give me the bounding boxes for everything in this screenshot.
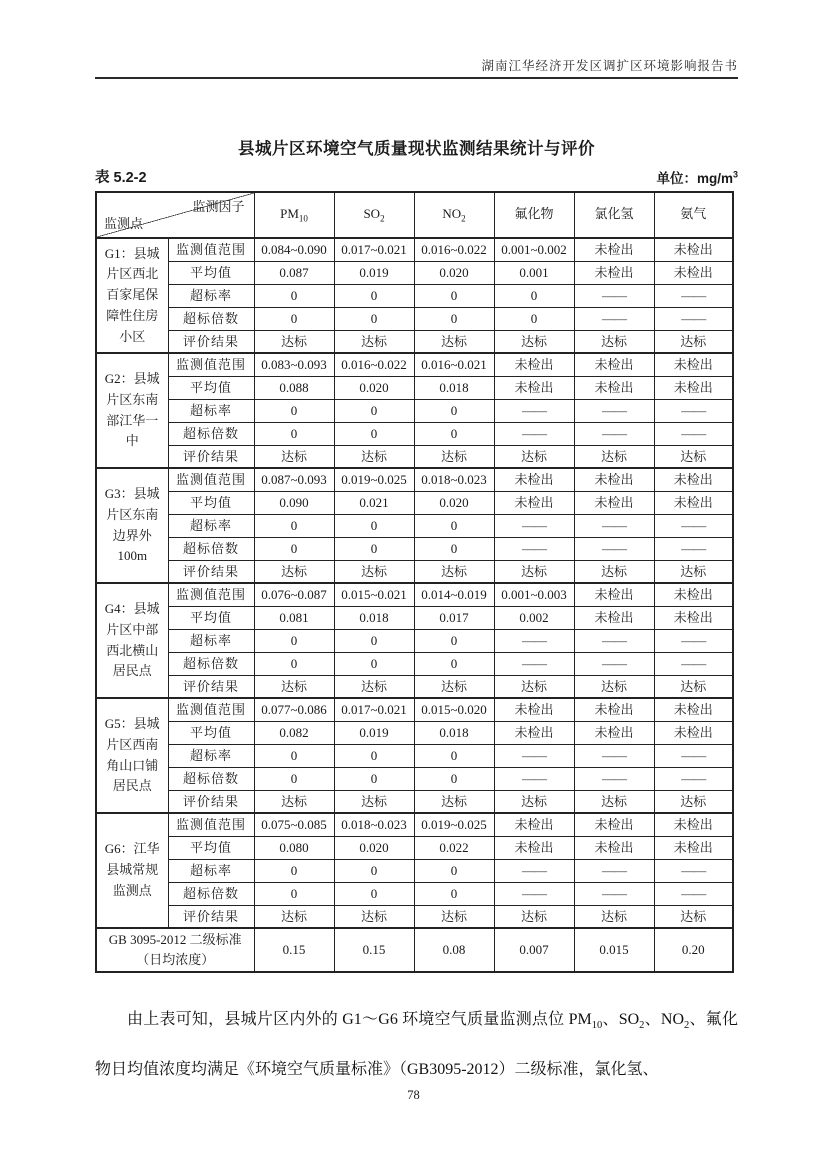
value-cell: 0 [254, 307, 334, 330]
corner-point-label: 监测点 [104, 215, 144, 231]
value-cell: 0 [494, 307, 574, 330]
value-cell: 达标 [654, 445, 733, 468]
value-cell: 0 [334, 744, 414, 767]
value-cell: 0 [334, 399, 414, 422]
table-row [96, 790, 733, 813]
value-cell: 0 [414, 882, 494, 905]
factor-base: PM [280, 205, 299, 221]
value-cell: 0 [254, 422, 334, 445]
standard-row [96, 928, 733, 972]
value-cell: —— [494, 399, 574, 422]
body-paragraph [95, 995, 738, 1094]
table-row [96, 445, 733, 468]
value-cell: 0.018~0.023 [334, 813, 414, 836]
value-cell: 达标 [254, 330, 334, 353]
value-cell: 达标 [494, 560, 574, 583]
table-row [96, 537, 733, 560]
paragraph-text: 、SO [602, 1011, 640, 1029]
value-cell: 0 [414, 307, 494, 330]
unit-label [656, 167, 738, 187]
table-number: 表 5.2-2 [95, 170, 147, 186]
value-cell: 未检出 [494, 376, 574, 399]
value-cell: 达标 [334, 445, 414, 468]
value-cell: —— [574, 744, 654, 767]
row-label-cell: 监测值范围 [168, 353, 254, 376]
value-cell: 0.019~0.025 [414, 813, 494, 836]
factor-sub: 2 [461, 213, 466, 224]
value-cell: 未检出 [574, 698, 654, 721]
value-cell: —— [494, 514, 574, 537]
factor-base: NO [442, 205, 462, 221]
table-row [96, 399, 733, 422]
table-row [96, 284, 733, 307]
value-cell: 未检出 [654, 238, 733, 261]
value-cell: 达标 [494, 675, 574, 698]
table-row [96, 813, 733, 836]
value-cell: 0 [334, 537, 414, 560]
value-cell: 达标 [574, 445, 654, 468]
value-cell: —— [574, 422, 654, 445]
value-cell: 未检出 [574, 261, 654, 284]
table-row [96, 261, 733, 284]
value-cell: 0.019~0.025 [334, 468, 414, 491]
value-cell: 0 [414, 859, 494, 882]
value-cell: 0 [414, 537, 494, 560]
value-cell: 0.016~0.021 [414, 353, 494, 376]
value-cell: —— [654, 307, 733, 330]
value-cell: 0.022 [414, 836, 494, 859]
value-cell: 达标 [574, 330, 654, 353]
value-cell: —— [654, 859, 733, 882]
factor-sub: 2 [380, 213, 385, 224]
row-label-cell: 评价结果 [168, 560, 254, 583]
value-cell: 达标 [334, 330, 414, 353]
document-header-text: 湖南江华经济开发区调扩区环境影响报告书 [481, 59, 738, 73]
value-cell: 0 [254, 514, 334, 537]
table-row [96, 767, 733, 790]
page-content [95, 0, 738, 1094]
value-cell: 达标 [654, 675, 733, 698]
value-cell: 0.082 [254, 721, 334, 744]
row-label-cell: 评价结果 [168, 905, 254, 928]
table-row [96, 629, 733, 652]
row-label-cell: 超标率 [168, 399, 254, 422]
value-cell: 0 [334, 629, 414, 652]
row-label-cell: 超标率 [168, 284, 254, 307]
table-row [96, 675, 733, 698]
value-cell: 0.020 [414, 261, 494, 284]
value-cell: 达标 [654, 560, 733, 583]
table-row [96, 859, 733, 882]
row-label-cell: 超标率 [168, 514, 254, 537]
value-cell: —— [494, 744, 574, 767]
value-cell: 0.084~0.090 [254, 238, 334, 261]
value-cell: 0.080 [254, 836, 334, 859]
value-cell: 0.018~0.023 [414, 468, 494, 491]
value-cell: —— [494, 859, 574, 882]
value-cell: —— [654, 629, 733, 652]
value-cell: 未检出 [654, 836, 733, 859]
value-cell: 0 [254, 744, 334, 767]
value-cell: 达标 [334, 790, 414, 813]
row-label-cell: 监测值范围 [168, 468, 254, 491]
paragraph-text: 、氟化物日均值浓度均满足《环境空气质量标准》（GB3095-2012）二级标准，氯化氢、 [95, 1011, 738, 1078]
value-cell: 达标 [334, 905, 414, 928]
value-cell: —— [574, 652, 654, 675]
value-cell: —— [654, 399, 733, 422]
table-row [96, 583, 733, 606]
corner-cell [96, 192, 254, 238]
value-cell: 未检出 [654, 353, 733, 376]
factor-base: SO [363, 205, 381, 221]
value-cell: 未检出 [654, 468, 733, 491]
value-cell: 0 [494, 284, 574, 307]
paragraph-subscript: 10 [591, 1020, 603, 1032]
standard-value-cell: 0.007 [494, 928, 574, 972]
standard-value-cell: 0.015 [574, 928, 654, 972]
value-cell: 0 [334, 767, 414, 790]
value-cell: 0 [414, 767, 494, 790]
monitoring-point-cell: G1：县城片区西北百家尾保障性住房小区 [96, 238, 168, 353]
value-cell: —— [574, 284, 654, 307]
monitoring-point-cell: G4：县城片区中部西北横山居民点 [96, 583, 168, 698]
value-cell: 0.001 [494, 261, 574, 284]
value-cell: —— [494, 882, 574, 905]
value-cell: 0 [414, 514, 494, 537]
value-cell: 0 [414, 652, 494, 675]
monitoring-point-cell: G6：江华县城常规监测点 [96, 813, 168, 928]
value-cell: —— [574, 307, 654, 330]
value-cell: 0.077~0.086 [254, 698, 334, 721]
value-cell: 0.016~0.022 [334, 353, 414, 376]
table-row [96, 468, 733, 491]
value-cell: 0.090 [254, 491, 334, 514]
value-cell: 达标 [254, 790, 334, 813]
value-cell: —— [574, 767, 654, 790]
value-cell: 未检出 [654, 721, 733, 744]
table-row [96, 744, 733, 767]
value-cell: 0.018 [414, 721, 494, 744]
value-cell: 达标 [574, 905, 654, 928]
value-cell: 达标 [414, 790, 494, 813]
value-cell: —— [654, 284, 733, 307]
row-label-cell: 超标倍数 [168, 767, 254, 790]
value-cell: 未检出 [574, 353, 654, 376]
header-rule [95, 77, 738, 79]
row-label-cell: 监测值范围 [168, 698, 254, 721]
column-header-fluoride [494, 192, 574, 238]
value-cell: 0 [334, 284, 414, 307]
value-cell: —— [654, 882, 733, 905]
value-cell: 达标 [254, 445, 334, 468]
table-meta-row [95, 166, 738, 187]
value-cell: 未检出 [574, 491, 654, 514]
table-row [96, 560, 733, 583]
standard-value-cell: 0.20 [654, 928, 733, 972]
standard-value-cell: 0.08 [414, 928, 494, 972]
value-cell: 0.015~0.020 [414, 698, 494, 721]
value-cell: 达标 [414, 445, 494, 468]
value-cell: 0 [254, 399, 334, 422]
value-cell: 0.020 [334, 836, 414, 859]
page-number: 78 [407, 1088, 420, 1102]
value-cell: 0.021 [334, 491, 414, 514]
row-label-cell: 平均值 [168, 721, 254, 744]
standard-value-cell: 0.15 [334, 928, 414, 972]
row-label-cell: 超标倍数 [168, 537, 254, 560]
table-row [96, 353, 733, 376]
value-cell: 未检出 [654, 261, 733, 284]
value-cell: —— [494, 422, 574, 445]
value-cell: 0.015~0.021 [334, 583, 414, 606]
value-cell: 未检出 [494, 721, 574, 744]
table-row [96, 307, 733, 330]
value-cell: 未检出 [574, 238, 654, 261]
value-cell: 0 [334, 422, 414, 445]
standard-label-line: （日均浓度） [136, 952, 215, 968]
row-label-cell: 超标倍数 [168, 652, 254, 675]
value-cell: —— [494, 629, 574, 652]
factor-base: 氯化氢 [594, 205, 634, 221]
value-cell: 0 [334, 859, 414, 882]
monitoring-point-cell: G5：县城片区西南角山口铺居民点 [96, 698, 168, 813]
table-row [96, 238, 733, 261]
table-row [96, 882, 733, 905]
value-cell: 0.020 [334, 376, 414, 399]
factor-base: 氟化物 [514, 205, 554, 221]
value-cell: 0 [254, 537, 334, 560]
value-cell: 未检出 [654, 376, 733, 399]
table-row [96, 376, 733, 399]
factor-base: 氨气 [680, 205, 707, 221]
row-label-cell: 监测值范围 [168, 238, 254, 261]
value-cell: 达标 [494, 905, 574, 928]
value-cell: —— [654, 652, 733, 675]
value-cell: —— [654, 767, 733, 790]
row-label-cell: 监测值范围 [168, 813, 254, 836]
value-cell: —— [574, 514, 654, 537]
table-row [96, 721, 733, 744]
table-row [96, 836, 733, 859]
row-label-cell: 超标倍数 [168, 422, 254, 445]
value-cell: 未检出 [654, 698, 733, 721]
paragraph-text: 、NO [644, 1011, 684, 1029]
value-cell: 达标 [494, 330, 574, 353]
row-label-cell: 评价结果 [168, 445, 254, 468]
column-header-pm10 [254, 192, 334, 238]
value-cell: —— [574, 882, 654, 905]
corner-factor-label: 监测因子 [192, 199, 245, 214]
value-cell: 未检出 [494, 813, 574, 836]
value-cell: 0 [254, 629, 334, 652]
value-cell: 0 [414, 629, 494, 652]
table-row [96, 698, 733, 721]
value-cell: 0.019 [334, 721, 414, 744]
paragraph-subscript: 2 [684, 1020, 690, 1032]
row-label-cell: 平均值 [168, 376, 254, 399]
value-cell: 未检出 [574, 606, 654, 629]
value-cell: 达标 [574, 675, 654, 698]
paragraph-text: 由上表可知，县城片区内外的 G1～G6 环境空气质量监测点位 PM [127, 1011, 592, 1029]
monitoring-results-table [95, 191, 734, 973]
row-label-cell: 平均值 [168, 491, 254, 514]
value-cell: 未检出 [494, 836, 574, 859]
value-cell: 达标 [654, 330, 733, 353]
value-cell: 0 [334, 882, 414, 905]
value-cell: 未检出 [654, 606, 733, 629]
value-cell: 0.076~0.087 [254, 583, 334, 606]
table-row [96, 422, 733, 445]
value-cell: 0.019 [334, 261, 414, 284]
value-cell: 达标 [254, 560, 334, 583]
value-cell: —— [574, 859, 654, 882]
value-cell: 未检出 [494, 468, 574, 491]
column-header-nh3 [654, 192, 733, 238]
value-cell: —— [654, 537, 733, 560]
value-cell: 未检出 [494, 491, 574, 514]
value-cell: 未检出 [574, 583, 654, 606]
value-cell: 未检出 [574, 376, 654, 399]
value-cell: 0.020 [414, 491, 494, 514]
value-cell: 未检出 [494, 698, 574, 721]
value-cell: —— [574, 537, 654, 560]
value-cell: 0 [254, 859, 334, 882]
value-cell: 0 [414, 399, 494, 422]
value-cell: 0.087~0.093 [254, 468, 334, 491]
table-row [96, 514, 733, 537]
unit-text: 单位：mg/m [656, 171, 733, 186]
value-cell: 0 [414, 284, 494, 307]
value-cell: 0 [334, 514, 414, 537]
value-cell: 0 [334, 307, 414, 330]
value-cell: 0.083~0.093 [254, 353, 334, 376]
value-cell: 达标 [334, 675, 414, 698]
value-cell: 0.017~0.021 [334, 238, 414, 261]
value-cell: —— [654, 514, 733, 537]
value-cell: 未检出 [574, 813, 654, 836]
value-cell: 未检出 [654, 583, 733, 606]
document-header [95, 0, 738, 74]
table-row [96, 652, 733, 675]
value-cell: 未检出 [574, 721, 654, 744]
value-cell: —— [574, 629, 654, 652]
row-label-cell: 超标率 [168, 744, 254, 767]
value-cell: 达标 [414, 330, 494, 353]
value-cell: 0 [254, 652, 334, 675]
row-label-cell: 平均值 [168, 836, 254, 859]
value-cell: 0.018 [414, 376, 494, 399]
value-cell: 达标 [254, 675, 334, 698]
standard-label-cell [96, 928, 254, 972]
value-cell: —— [494, 652, 574, 675]
value-cell: 达标 [414, 675, 494, 698]
monitoring-point-cell: G2：县城片区东南部江华一中 [96, 353, 168, 468]
value-cell: 0.081 [254, 606, 334, 629]
row-label-cell: 超标倍数 [168, 882, 254, 905]
row-label-cell: 评价结果 [168, 675, 254, 698]
value-cell: 0.017~0.021 [334, 698, 414, 721]
value-cell: 0 [254, 284, 334, 307]
table-row [96, 905, 733, 928]
value-cell: 达标 [414, 905, 494, 928]
value-cell: —— [654, 422, 733, 445]
row-label-cell: 评价结果 [168, 330, 254, 353]
table-row [96, 330, 733, 353]
value-cell: 达标 [654, 905, 733, 928]
value-cell: 0 [254, 767, 334, 790]
value-cell: 0.088 [254, 376, 334, 399]
value-cell: 达标 [574, 790, 654, 813]
value-cell: 达标 [574, 560, 654, 583]
column-header-hcl [574, 192, 654, 238]
table-row [96, 491, 733, 514]
value-cell: 0 [414, 744, 494, 767]
value-cell: 0 [254, 882, 334, 905]
value-cell: —— [654, 744, 733, 767]
row-label-cell: 平均值 [168, 261, 254, 284]
value-cell: 0.017 [414, 606, 494, 629]
value-cell: 未检出 [574, 468, 654, 491]
table-row [96, 606, 733, 629]
row-label-cell: 超标率 [168, 859, 254, 882]
value-cell: 达标 [254, 905, 334, 928]
value-cell: 0 [334, 652, 414, 675]
value-cell: —— [494, 537, 574, 560]
value-cell: 未检出 [654, 491, 733, 514]
standard-label-line: GB 3095-2012 二级标准 [108, 932, 242, 947]
value-cell: 0.018 [334, 606, 414, 629]
value-cell: 达标 [414, 560, 494, 583]
value-cell: 0.087 [254, 261, 334, 284]
column-header-so2 [334, 192, 414, 238]
table-header-row [96, 192, 733, 238]
row-label-cell: 评价结果 [168, 790, 254, 813]
value-cell: 0.001~0.002 [494, 238, 574, 261]
value-cell: 达标 [654, 790, 733, 813]
value-cell: 0 [414, 422, 494, 445]
factor-sub: 10 [298, 213, 308, 224]
row-label-cell: 超标倍数 [168, 307, 254, 330]
value-cell: 未检出 [494, 353, 574, 376]
value-cell: 0.002 [494, 606, 574, 629]
paragraph-subscript: 2 [639, 1020, 645, 1032]
value-cell: 达标 [334, 560, 414, 583]
value-cell: —— [574, 399, 654, 422]
value-cell: 0.075~0.085 [254, 813, 334, 836]
table-title: 县城片区环境空气质量现状监测结果统计与评价 [238, 140, 595, 158]
standard-value-cell: 0.15 [254, 928, 334, 972]
value-cell: 达标 [494, 445, 574, 468]
unit-superscript: 3 [732, 169, 738, 180]
value-cell: 0.001~0.003 [494, 583, 574, 606]
value-cell: 0.016~0.022 [414, 238, 494, 261]
value-cell: 未检出 [574, 836, 654, 859]
value-cell: 未检出 [654, 813, 733, 836]
value-cell: —— [494, 767, 574, 790]
row-label-cell: 监测值范围 [168, 583, 254, 606]
row-label-cell: 超标率 [168, 629, 254, 652]
column-header-no2 [414, 192, 494, 238]
value-cell: 达标 [494, 790, 574, 813]
row-label-cell: 平均值 [168, 606, 254, 629]
value-cell: 0.014~0.019 [414, 583, 494, 606]
monitoring-point-cell: G3：县城片区东南边界外100m [96, 468, 168, 583]
